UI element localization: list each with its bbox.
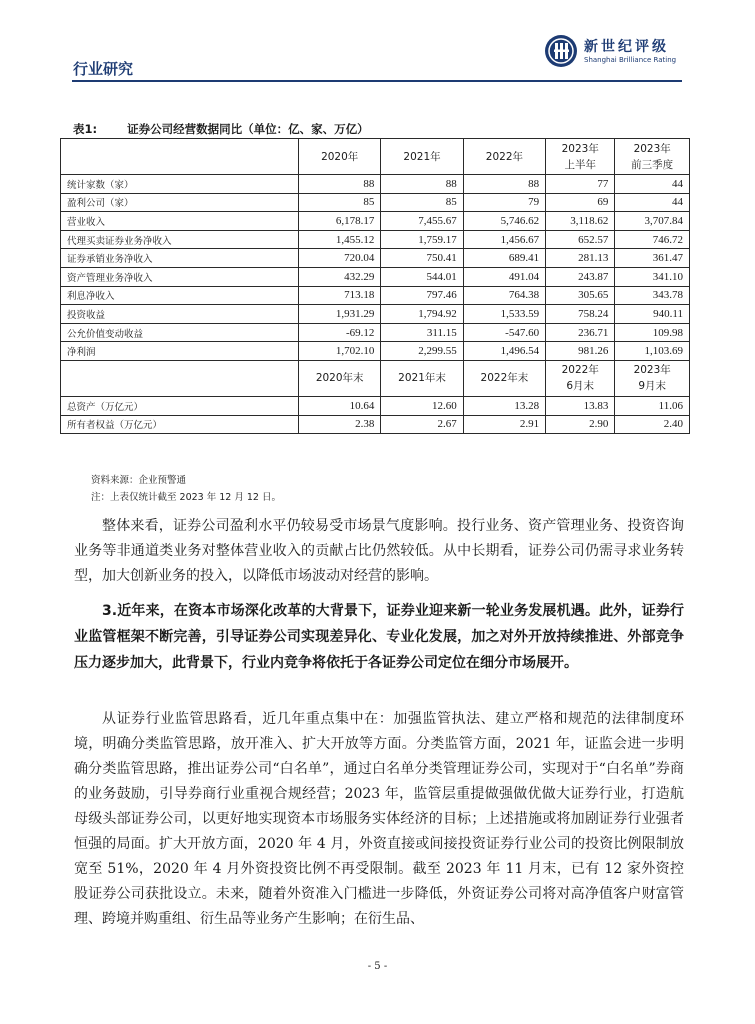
table-cell: 243.87 xyxy=(546,267,615,286)
table-header-cell xyxy=(381,360,463,396)
table-row xyxy=(61,249,690,268)
table-cell: 88 xyxy=(381,175,463,194)
table-cell: 758.24 xyxy=(546,305,615,324)
table-row xyxy=(61,342,690,361)
table-cell: 3,118.62 xyxy=(546,212,615,231)
table-cell: 1,496.54 xyxy=(463,342,545,361)
table-cell: 713.18 xyxy=(299,286,381,305)
table-header-text: 2022年 xyxy=(561,364,599,377)
table-cell: 343.78 xyxy=(615,286,690,305)
table-cell: 281.13 xyxy=(546,249,615,268)
table-cell: 88 xyxy=(299,175,381,194)
table-row xyxy=(61,286,690,305)
table-cell: 1,794.92 xyxy=(381,305,463,324)
table-cell: 79 xyxy=(463,193,545,212)
table-cell: 44 xyxy=(615,175,690,194)
table-header-text: 6月末 xyxy=(566,380,595,393)
table-cell: 361.47 xyxy=(615,249,690,268)
table-cell: 1,103.69 xyxy=(615,342,690,361)
page-header xyxy=(0,0,755,90)
table-header-cell xyxy=(299,139,381,175)
table-row xyxy=(61,396,690,415)
table-cell: 797.46 xyxy=(381,286,463,305)
table-cell: 981.26 xyxy=(546,342,615,361)
table-header-text: 2022年 xyxy=(485,150,524,163)
table-header-row xyxy=(61,360,690,396)
table-header-cell xyxy=(615,139,690,175)
table-header-row xyxy=(61,139,690,175)
table-header-text: 2021年末 xyxy=(398,372,446,385)
table-cell: 7,455.67 xyxy=(381,212,463,231)
table-cell: 5,746.62 xyxy=(463,212,545,231)
table-header-text: 2021年 xyxy=(403,150,441,163)
table-row xyxy=(61,323,690,342)
table-row xyxy=(61,305,690,324)
table-cell: 13.83 xyxy=(546,396,615,415)
table-cell: 11.06 xyxy=(615,396,690,415)
table-row-label: 净利润 xyxy=(61,342,299,361)
logo-text-en: Shanghai Brilliance Rating xyxy=(584,56,677,64)
table-cell: 69 xyxy=(546,193,615,212)
logo-text-cn: 新世纪评级 xyxy=(584,39,669,55)
table-row-label: 投资收益 xyxy=(61,305,299,324)
table-header-text: 前三季度 xyxy=(631,158,674,171)
table-header-cell xyxy=(463,139,545,175)
table-cell: 305.65 xyxy=(546,286,615,305)
table-cell: 1,455.12 xyxy=(299,230,381,249)
table-cell: 236.71 xyxy=(546,323,615,342)
table-row-label: 盈利公司（家） xyxy=(61,193,299,212)
table-cell: 341.10 xyxy=(615,267,690,286)
company-logo xyxy=(544,34,694,74)
table-header-cell xyxy=(546,139,615,175)
table-caption-number: 表1: xyxy=(73,122,98,136)
table-cell: 2.91 xyxy=(463,415,545,434)
body-paragraph-1: 整体来看，证券公司盈利水平仍较易受市场景气度影响。投行业务、资产管理业务、投资咨询业务等非通道类业务对整体营业收入的贡献占比仍然较低。从中长期看，证券公司仍需寻求业务转型，加大创新业务的投入，以降低市场波动对经营的影响。 xyxy=(74,518,684,584)
table-cell: 311.15 xyxy=(381,323,463,342)
table-cell: 544.01 xyxy=(381,267,463,286)
table-header-text: 2023年 xyxy=(561,142,599,155)
table-row xyxy=(61,415,690,434)
table-header-text: 上半年 xyxy=(564,158,596,171)
table-header-cell xyxy=(546,360,615,396)
table-cell: 13.28 xyxy=(463,396,545,415)
table-cell: 2.38 xyxy=(299,415,381,434)
table-row-label: 利息净收入 xyxy=(61,286,299,305)
table-row-label: 所有者权益（万亿元） xyxy=(61,415,299,434)
table-cell: 1,456.67 xyxy=(463,230,545,249)
table-cell: 2.90 xyxy=(546,415,615,434)
table-cell: 764.38 xyxy=(463,286,545,305)
logo-mark-icon xyxy=(544,34,578,68)
table-cell: 77 xyxy=(546,175,615,194)
table-cell: 85 xyxy=(299,193,381,212)
table-cell: -547.60 xyxy=(463,323,545,342)
table-row-label: 公允价值变动收益 xyxy=(61,323,299,342)
table-cell: 940.11 xyxy=(615,305,690,324)
table-cell: 44 xyxy=(615,193,690,212)
table-cell: 2.40 xyxy=(615,415,690,434)
body-paragraph-heading: 3.近年来，在资本市场深化改革的大背景下，证券业迎来新一轮业务发展机遇。此外，证券行业监管框架不断完善，引导证券公司实现差异化、专业化发展，加之对外开放持续推进、外部竞争压力逐步加大，此背景下，行业内竞争将依托于各证券公司定位在细分市场展开。 xyxy=(74,603,684,671)
table-cell: 1,759.17 xyxy=(381,230,463,249)
table-cell: 88 xyxy=(463,175,545,194)
table-note: 注：上表仅统计截至 2023 年 12 月 12 日。 xyxy=(91,492,281,503)
table-row-label: 营业收入 xyxy=(61,212,299,231)
securities-data-table xyxy=(60,138,690,434)
table-cell: 746.72 xyxy=(615,230,690,249)
table-row-label: 证券承销业务净收入 xyxy=(61,249,299,268)
table-caption-title: 证券公司经营数据同比（单位：亿、家、万亿） xyxy=(127,122,369,136)
table-cell: 652.57 xyxy=(546,230,615,249)
table-header-blank-cell xyxy=(61,360,299,396)
table-cell: 1,533.59 xyxy=(463,305,545,324)
table-header-cell xyxy=(615,360,690,396)
table-cell: 1,702.10 xyxy=(299,342,381,361)
table-cell: 109.98 xyxy=(615,323,690,342)
table-header-text: 9月末 xyxy=(638,380,667,393)
table-cell: 750.41 xyxy=(381,249,463,268)
table-row xyxy=(61,175,690,194)
header-rule xyxy=(72,80,682,82)
table-header-blank-cell xyxy=(61,139,299,175)
table-row xyxy=(61,212,690,231)
table-cell: 720.04 xyxy=(299,249,381,268)
table-row xyxy=(61,193,690,212)
table-row xyxy=(61,230,690,249)
table-cell: 2.67 xyxy=(381,415,463,434)
table-cell: 491.04 xyxy=(463,267,545,286)
table-cell: 689.41 xyxy=(463,249,545,268)
table-row-label: 资产管理业务净收入 xyxy=(61,267,299,286)
section-label: 行业研究 xyxy=(73,60,134,78)
table-header-text: 2020年 xyxy=(321,150,359,163)
table-source: 资料来源：企业预警通 xyxy=(91,475,187,486)
table-header-text: 2023年 xyxy=(633,142,671,155)
table-header-cell xyxy=(299,360,381,396)
table-header-cell xyxy=(381,139,463,175)
table-row-label: 代理买卖证券业务净收入 xyxy=(61,230,299,249)
table-header-text: 2023年 xyxy=(633,364,671,377)
page-number: - 5 - xyxy=(367,961,388,972)
table-cell: 6,178.17 xyxy=(299,212,381,231)
table-caption xyxy=(73,121,369,137)
table-header-cell xyxy=(463,360,545,396)
table-cell: 2,299.55 xyxy=(381,342,463,361)
table-cell: 3,707.84 xyxy=(615,212,690,231)
table-cell: 1,931.29 xyxy=(299,305,381,324)
table-cell: 10.64 xyxy=(299,396,381,415)
table-row-label: 总资产（万亿元） xyxy=(61,396,299,415)
table-cell: 85 xyxy=(381,193,463,212)
table-header-text: 2022年末 xyxy=(480,372,529,385)
table-cell: -69.12 xyxy=(299,323,381,342)
table-cell: 432.29 xyxy=(299,267,381,286)
table-header-text: 2020年末 xyxy=(315,372,364,385)
body-paragraph-2: 从证券行业监管思路看，近几年重点集中在：加强监管执法、建立严格和规范的法律制度环境，明确分类监管思路，放开准入、扩大开放等方面。分类监管方面，2021 年，证监会进一步明确分类监管思路，推出证券公司“白名单”，通过白名单分类管理证券公司，实现对于“白名单”券商的业务鼓励，引导券商行业重视合规经营；2023 年，监管层重提做强做优做大证券行业，打造航母级头部证券公司，以更好地实现资本市场服务实体经济的目标；上述措施或将加剧证券行业强者恒强的局面。扩大开放方面，2020 年 4 月，外资直接或间接投资证券行业公司的投资比例限制放宽至 51%，2020 年 4 月外资投资比例不再受限制。截至 2023 年 11 月末，已有 12 家外资控股证券公司获批设立。未来，随着外资准入门槛进一步降低，外资证券公司将对高净值客户财富管理、跨境并购重组、衍生品等业务产生影响；在衍生品、 xyxy=(74,711,684,927)
table-row xyxy=(61,267,690,286)
table-cell: 12.60 xyxy=(381,396,463,415)
table-row-label: 统计家数（家） xyxy=(61,175,299,194)
